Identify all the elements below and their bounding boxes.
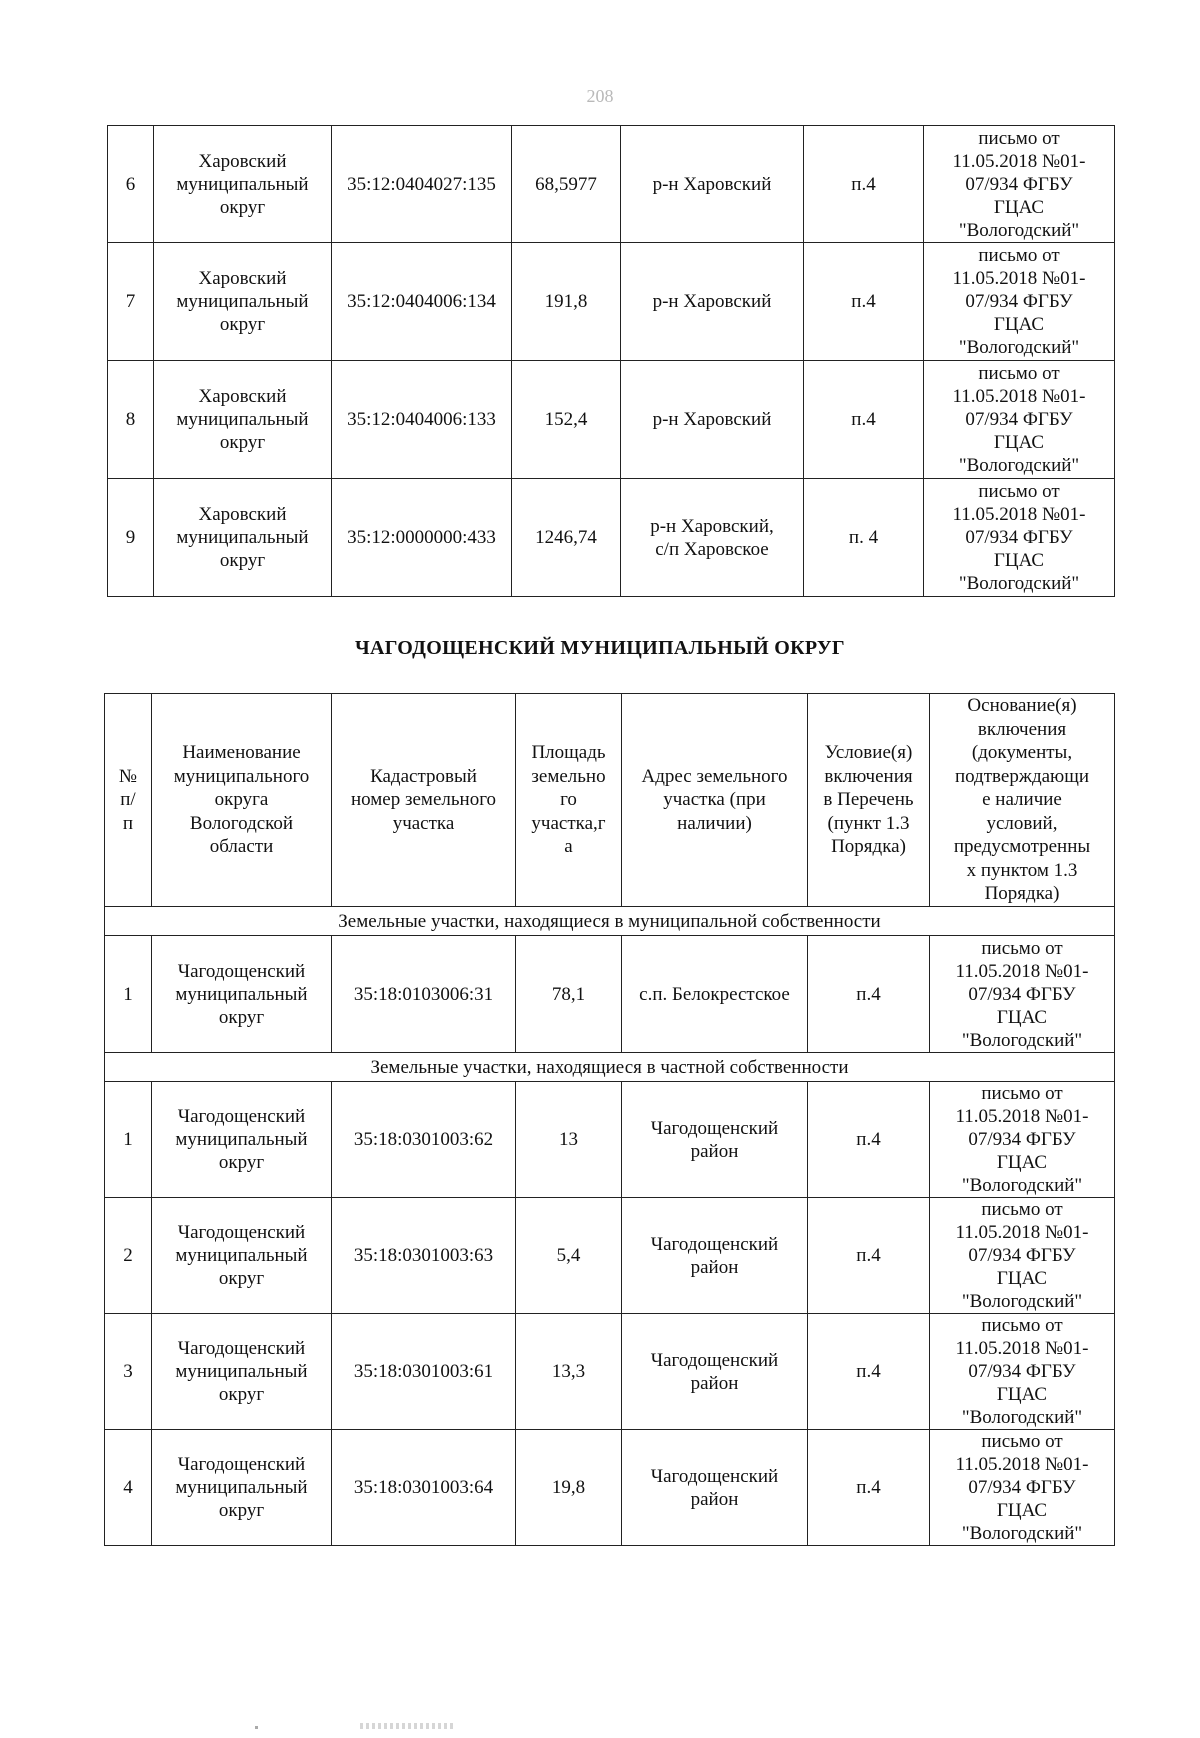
- cell-basis: [930, 1082, 1115, 1198]
- cell-condition: п.4: [808, 1430, 930, 1546]
- table-row: [108, 479, 1115, 597]
- cell-line: ГЦАС: [993, 432, 1045, 453]
- cell-line: р-н Харовский,: [650, 515, 774, 537]
- cell-line: 11.05.2018 №01-: [955, 1222, 1089, 1243]
- cell-line: Чагодощенский: [650, 1233, 779, 1255]
- cell-number: 4: [105, 1430, 152, 1546]
- cell-line: 11.05.2018 №01-: [955, 1454, 1089, 1475]
- cell-line: области: [209, 836, 274, 858]
- cell-line: Кадастровый: [370, 765, 477, 787]
- cell-district: [152, 1314, 332, 1430]
- cell-line: Вологодской: [189, 812, 294, 834]
- top-land-table: [107, 125, 1115, 597]
- cell-line: 07/934 ФГБУ: [965, 409, 1073, 430]
- cell-line: округ: [218, 1152, 265, 1173]
- cell-line: письмо от: [978, 363, 1060, 384]
- cell-line: район: [690, 1488, 739, 1510]
- cell-line: ГЦАС: [996, 1006, 1048, 1028]
- cell-district: [154, 126, 332, 243]
- cell-line: муниципальный: [176, 291, 309, 312]
- cell-line: муниципальный: [175, 983, 308, 1005]
- section-title: ЧАГОДОЩЕНСКИЙ МУНИЦИПАЛЬНЫЙ ОКРУГ: [355, 637, 845, 659]
- table-row: [105, 1430, 1115, 1546]
- cell-line: х пунктом 1.3: [966, 859, 1078, 881]
- cell-line: район: [690, 1372, 739, 1394]
- cell-line: округ: [218, 1384, 265, 1405]
- cell-basis: [930, 1314, 1115, 1430]
- cell-line: муниципальный: [176, 173, 309, 195]
- cell-line: Чагодощенский: [650, 1117, 779, 1139]
- cell-line: письмо от: [981, 1315, 1063, 1336]
- cell-line: Наименование: [182, 742, 301, 764]
- cell-line: 07/934 ФГБУ: [965, 291, 1073, 312]
- cell-line: округ: [219, 432, 266, 453]
- scan-artifact: [255, 1726, 258, 1729]
- cell-line: округ: [219, 196, 266, 218]
- cell-line: 11.05.2018 №01-: [955, 1106, 1089, 1127]
- cell-line: 11.05.2018 №01-: [952, 504, 1086, 525]
- cell-area: 78,1: [516, 936, 622, 1053]
- cell-line: 07/934 ФГБУ: [968, 1245, 1076, 1266]
- cell-line: ГЦАС: [996, 1500, 1048, 1521]
- header-district: [152, 694, 332, 907]
- header-condition: [808, 694, 930, 907]
- cell-cadastral: 35:18:0301003:63: [332, 1198, 516, 1314]
- chagodoshchensky-land-table: [104, 693, 1115, 1546]
- group-label-private: Земельные участки, находящиеся в частной собственности: [105, 1053, 1115, 1082]
- cell-line: "Вологодский": [961, 1291, 1083, 1312]
- cell-address: [621, 126, 804, 243]
- cell-cadastral: 35:18:0103006:31: [332, 936, 516, 1053]
- cell-line: Харовский: [198, 504, 287, 525]
- cell-line: номер земельного: [350, 789, 497, 811]
- header-number: [105, 694, 152, 907]
- cell-basis: [930, 1430, 1115, 1546]
- cell-line: 07/934 ФГБУ: [965, 527, 1073, 548]
- cell-line: 07/934 ФГБУ: [968, 983, 1076, 1005]
- cell-number: 7: [108, 243, 154, 361]
- cell-condition: п.4: [808, 1082, 930, 1198]
- cell-line: 11.05.2018 №01-: [955, 960, 1089, 982]
- cell-line: округа: [214, 789, 269, 811]
- table-row: [105, 936, 1115, 1053]
- cell-line: ГЦАС: [993, 196, 1045, 218]
- cell-line: "Вологодский": [958, 455, 1080, 476]
- cell-line: ГЦАС: [993, 314, 1045, 335]
- cell-basis: [930, 936, 1115, 1053]
- cell-line: письмо от: [981, 937, 1063, 959]
- cell-line: включения: [824, 765, 913, 787]
- cell-line: участка (при: [663, 789, 766, 811]
- cell-line: муниципальный: [175, 1361, 308, 1382]
- cell-line: письмо от: [981, 1431, 1063, 1452]
- cell-line: Чагодощенский: [177, 1106, 306, 1127]
- cell-area: 13: [516, 1082, 622, 1198]
- cell-line: муниципальный: [175, 1129, 308, 1150]
- cell-line: с.п. Белокрестское: [639, 983, 790, 1005]
- cell-line: включения: [977, 718, 1067, 740]
- cell-line: №: [118, 765, 138, 787]
- cell-address: [622, 1082, 808, 1198]
- cell-line: (пункт 1.3: [827, 812, 910, 834]
- cell-line: округ: [218, 1500, 265, 1521]
- cell-line: Основание(я): [967, 695, 1077, 717]
- cell-area: 19,8: [516, 1430, 622, 1546]
- cell-line: письмо от: [978, 481, 1060, 502]
- cell-district: [152, 1082, 332, 1198]
- cell-line: Харовский: [198, 268, 287, 289]
- cell-line: муниципального: [173, 765, 310, 787]
- cell-line: "Вологодский": [961, 1523, 1083, 1544]
- cell-number: 3: [105, 1314, 152, 1430]
- cell-district: [154, 479, 332, 597]
- cell-line: Харовский: [198, 386, 287, 407]
- cell-district: [154, 243, 332, 361]
- cell-line: 07/934 ФГБУ: [968, 1477, 1076, 1498]
- main-table-body: [105, 694, 1115, 1546]
- cell-line: район: [690, 1256, 739, 1278]
- cell-number: 1: [105, 1082, 152, 1198]
- group-row-municipal: [105, 907, 1115, 936]
- cell-line: р-н Харовский: [652, 409, 772, 430]
- cell-address: [622, 1430, 808, 1546]
- cell-line: Чагодощенский: [177, 960, 306, 982]
- cell-line: 11.05.2018 №01-: [952, 386, 1086, 407]
- cell-condition: п.4: [804, 126, 924, 243]
- cell-area: 152,4: [512, 361, 621, 479]
- cell-number: 9: [108, 479, 154, 597]
- cell-address: [621, 243, 804, 361]
- cell-line: е наличие: [982, 789, 1062, 811]
- cell-line: "Вологодский": [958, 573, 1080, 594]
- cell-line: Условие(я): [824, 742, 913, 764]
- cell-cadastral: 35:12:0000000:433: [332, 479, 512, 597]
- cell-line: ГЦАС: [996, 1152, 1048, 1173]
- cell-district: [152, 936, 332, 1053]
- cell-line: 07/934 ФГБУ: [965, 173, 1073, 195]
- header-address: [622, 694, 808, 907]
- cell-area: 13,3: [516, 1314, 622, 1430]
- cell-basis: [924, 126, 1115, 243]
- cell-line: земельно: [531, 765, 606, 787]
- cell-line: 11.05.2018 №01-: [952, 150, 1086, 172]
- cell-area: 68,5977: [512, 126, 621, 243]
- cell-line: Чагодощенский: [177, 1338, 306, 1359]
- cell-line: 11.05.2018 №01-: [955, 1338, 1089, 1359]
- cell-line: р-н Харовский: [652, 173, 772, 195]
- cell-cadastral: 35:12:0404027:135: [332, 126, 512, 243]
- cell-district: [152, 1198, 332, 1314]
- page-number: 208: [586, 86, 614, 106]
- cell-line: Площадь: [531, 742, 606, 764]
- cell-line: "Вологодский": [958, 337, 1080, 358]
- cell-line: наличии): [677, 812, 752, 834]
- cell-basis: [924, 479, 1115, 597]
- scan-artifact: [360, 1723, 455, 1729]
- cell-line: предусмотренны: [953, 836, 1091, 858]
- cell-line: 11.05.2018 №01-: [952, 268, 1086, 289]
- table-row: [108, 361, 1115, 479]
- cell-line: письмо от: [978, 245, 1060, 266]
- table-row: [108, 126, 1115, 243]
- cell-basis: [924, 243, 1115, 361]
- cell-line: округ: [219, 550, 266, 571]
- cell-condition: п.4: [808, 1198, 930, 1314]
- cell-line: письмо от: [981, 1199, 1063, 1220]
- cell-address: [622, 1198, 808, 1314]
- table-row: [105, 1198, 1115, 1314]
- cell-condition: п.4: [808, 1314, 930, 1430]
- cell-line: 07/934 ФГБУ: [968, 1361, 1076, 1382]
- header-basis: [930, 694, 1115, 907]
- cell-line: в Перечень: [823, 789, 914, 811]
- cell-line: округ: [218, 1006, 265, 1028]
- cell-line: ГЦАС: [996, 1384, 1048, 1405]
- cell-address: [622, 1314, 808, 1430]
- top-table-body: [108, 126, 1115, 597]
- cell-cadastral: 35:18:0301003:61: [332, 1314, 516, 1430]
- cell-line: а: [564, 836, 573, 858]
- cell-line: Харовский: [198, 150, 287, 172]
- cell-line: (документы,: [971, 742, 1073, 764]
- cell-line: Порядка): [831, 836, 906, 858]
- cell-line: го: [560, 789, 577, 811]
- cell-basis: [924, 361, 1115, 479]
- cell-line: 07/934 ФГБУ: [968, 1129, 1076, 1150]
- cell-area: 5,4: [516, 1198, 622, 1314]
- cell-line: Чагодощенский: [650, 1465, 779, 1487]
- cell-cadastral: 35:12:0404006:134: [332, 243, 512, 361]
- cell-condition: п. 4: [804, 479, 924, 597]
- cell-cadastral: 35:18:0301003:62: [332, 1082, 516, 1198]
- cell-line: участка: [392, 812, 455, 834]
- cell-line: ГЦАС: [993, 550, 1045, 571]
- cell-line: муниципальный: [176, 527, 309, 548]
- cell-line: округ: [219, 314, 266, 335]
- group-row-private: [105, 1053, 1115, 1082]
- cell-line: письмо от: [978, 127, 1060, 149]
- cell-line: район: [690, 1140, 739, 1162]
- cell-line: Чагодощенский: [177, 1454, 306, 1475]
- cell-condition: п.4: [808, 936, 930, 1053]
- group-label-municipal: Земельные участки, находящиеся в муниципальной собственности: [105, 907, 1115, 936]
- table-row: [105, 1314, 1115, 1430]
- cell-line: Адрес земельного: [641, 765, 788, 787]
- cell-line: "Вологодский": [961, 1175, 1083, 1196]
- cell-line: округ: [218, 1268, 265, 1289]
- cell-line: с/п Харовское: [655, 538, 769, 560]
- cell-line: ГЦАС: [996, 1268, 1048, 1289]
- cell-line: участка,г: [531, 812, 606, 834]
- cell-line: п: [122, 812, 134, 834]
- cell-line: муниципальный: [176, 409, 309, 430]
- cell-district: [152, 1430, 332, 1546]
- header-area: [516, 694, 622, 907]
- cell-condition: п.4: [804, 361, 924, 479]
- cell-line: "Вологодский": [958, 219, 1080, 241]
- cell-line: муниципальный: [175, 1477, 308, 1498]
- cell-line: п/: [120, 789, 136, 811]
- cell-address: [621, 361, 804, 479]
- cell-area: 1246,74: [512, 479, 621, 597]
- cell-line: письмо от: [981, 1083, 1063, 1104]
- cell-address: [622, 936, 808, 1053]
- cell-cadastral: 35:12:0404006:133: [332, 361, 512, 479]
- cell-condition: п.4: [804, 243, 924, 361]
- cell-line: подтверждающи: [954, 765, 1090, 787]
- cell-basis: [930, 1198, 1115, 1314]
- cell-line: Чагодощенский: [650, 1349, 779, 1371]
- cell-area: 191,8: [512, 243, 621, 361]
- cell-line: Порядка): [984, 883, 1060, 905]
- cell-number: 1: [105, 936, 152, 1053]
- cell-line: "Вологодский": [961, 1407, 1083, 1428]
- cell-line: "Вологодский": [961, 1029, 1083, 1051]
- cell-number: 8: [108, 361, 154, 479]
- cell-number: 6: [108, 126, 154, 243]
- table-header-row: [105, 694, 1115, 907]
- cell-line: условий,: [986, 812, 1058, 834]
- cell-line: Чагодощенский: [177, 1222, 306, 1243]
- cell-district: [154, 361, 332, 479]
- cell-number: 2: [105, 1198, 152, 1314]
- cell-line: муниципальный: [175, 1245, 308, 1266]
- cell-line: р-н Харовский: [652, 291, 772, 312]
- table-row: [108, 243, 1115, 361]
- cell-cadastral: 35:18:0301003:64: [332, 1430, 516, 1546]
- header-cadastral: [332, 694, 516, 907]
- table-row: [105, 1082, 1115, 1198]
- cell-address: [621, 479, 804, 597]
